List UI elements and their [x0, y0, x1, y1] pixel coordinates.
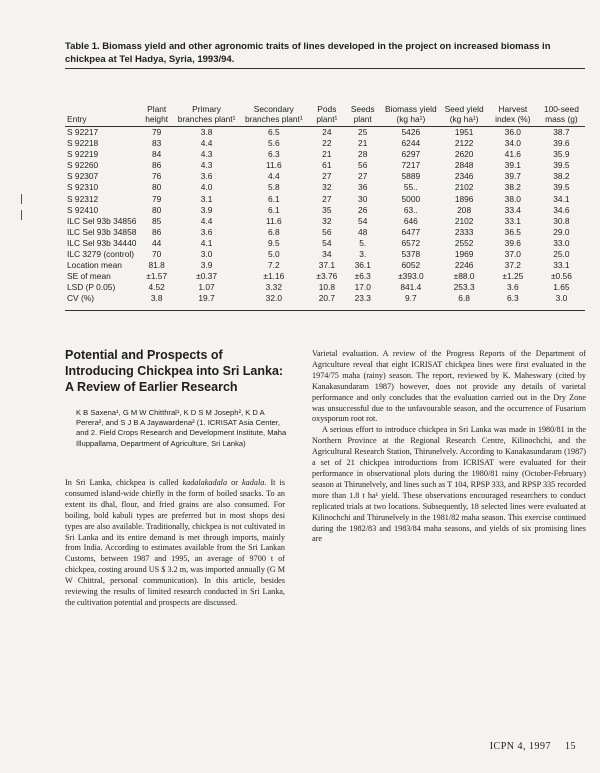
value-cell: 37.1 — [318, 260, 335, 271]
value-cell: 6.3 — [506, 293, 519, 304]
entry-cell: S 92217 — [67, 127, 99, 137]
value-cell: ±3.76 — [316, 271, 338, 282]
value-cell: 208 — [457, 204, 472, 215]
value-cell: 6.5 — [268, 127, 280, 137]
value-cell: 19.7 — [198, 293, 215, 304]
value-cell: ±1.25 — [502, 271, 524, 282]
table-row — [65, 149, 585, 160]
column-header: Biomass yield (kg ha¹) — [385, 104, 437, 124]
value-cell: 3. — [359, 249, 367, 260]
table-row — [65, 182, 585, 193]
value-cell: 3.1 — [200, 193, 213, 204]
biomass-table — [65, 84, 585, 305]
table-row — [65, 282, 585, 293]
value-cell: 5000 — [401, 193, 421, 204]
value-cell: 21 — [358, 138, 368, 149]
value-cell: 6.3 — [268, 149, 280, 160]
value-cell: 38.2 — [553, 171, 570, 182]
table-row — [65, 249, 585, 260]
value-cell: 25.0 — [553, 249, 570, 260]
journal-ref: ICPN 4, 1997 — [489, 741, 551, 752]
table-row — [65, 227, 585, 238]
table-row — [65, 216, 585, 227]
value-cell: 86 — [152, 226, 162, 237]
value-cell: 3.0 — [200, 249, 213, 260]
value-cell: 5.8 — [268, 182, 280, 193]
entry-cell: S 92312 — [67, 193, 99, 204]
table-row — [65, 271, 585, 282]
value-cell: 56 — [358, 160, 368, 171]
value-cell: ±1.16 — [263, 271, 285, 282]
value-cell: 17.0 — [354, 282, 371, 293]
value-cell: 4.1 — [200, 237, 213, 248]
margin-mark — [21, 210, 22, 220]
table-bottom-rule — [65, 310, 585, 311]
value-cell: 37.2 — [504, 260, 521, 271]
value-cell: 3.8 — [200, 127, 213, 137]
value-cell: 33.4 — [504, 204, 521, 215]
value-cell: 80 — [152, 182, 162, 193]
value-cell: 37.0 — [504, 249, 521, 260]
value-cell: 36 — [358, 182, 368, 193]
value-cell: 48 — [358, 226, 368, 237]
value-cell: 54 — [322, 237, 332, 248]
entry-cell: ILC 3279 (control) — [67, 249, 135, 260]
value-cell: 5. — [359, 237, 367, 248]
column-header: Seed yield (kg ha¹) — [444, 104, 484, 124]
value-cell: 39.5 — [553, 160, 570, 171]
value-cell: ±1.57 — [146, 271, 168, 282]
value-cell: 34.1 — [553, 193, 570, 204]
value-cell: 4.0 — [200, 182, 213, 193]
entry-cell: ILC Sel 93b 34440 — [67, 237, 137, 248]
value-cell: 1951 — [454, 127, 474, 137]
entry-cell: CV (%) — [67, 293, 94, 304]
entry-cell: S 92260 — [67, 160, 99, 171]
value-cell: 6.8 — [458, 293, 470, 304]
value-cell: 38.2 — [504, 182, 521, 193]
value-cell: 10.8 — [318, 282, 335, 293]
table-row — [65, 260, 585, 271]
value-cell: 4.4 — [200, 215, 213, 226]
entry-cell: ILC Sel 93b 34858 — [67, 226, 137, 237]
entry-cell: Location mean — [67, 260, 122, 271]
value-cell: 24 — [322, 127, 332, 137]
column-header: Secondary branches plant¹ — [244, 104, 303, 124]
value-cell: ±6.3 — [354, 271, 371, 282]
value-cell: ±88.0 — [453, 271, 475, 282]
value-cell: 80 — [152, 204, 162, 215]
value-cell: 30.8 — [553, 215, 570, 226]
value-cell: 5378 — [401, 249, 421, 260]
table-row — [65, 293, 585, 304]
value-cell: 1.07 — [198, 282, 215, 293]
value-cell: 28 — [358, 149, 368, 160]
value-cell: 34.6 — [553, 204, 570, 215]
value-cell: 29.0 — [553, 226, 570, 237]
value-cell: 5426 — [401, 127, 421, 137]
value-cell: 36.1 — [354, 260, 371, 271]
value-cell: 38.0 — [504, 193, 521, 204]
value-cell: 61 — [322, 160, 332, 171]
value-cell: 6297 — [401, 149, 421, 160]
value-cell: 3.0 — [555, 293, 568, 304]
value-cell: 39.6 — [504, 237, 521, 248]
value-cell: 30 — [358, 193, 368, 204]
value-cell: 20.7 — [318, 293, 335, 304]
value-cell: ±0.56 — [550, 271, 572, 282]
value-cell: 4.4 — [200, 138, 213, 149]
value-cell: 6572 — [401, 237, 421, 248]
table-row — [65, 238, 585, 249]
value-cell: 4.4 — [268, 171, 280, 182]
value-cell: ±0.37 — [196, 271, 217, 282]
value-cell: 3.8 — [150, 293, 163, 304]
value-cell: 7.2 — [268, 260, 280, 271]
value-cell: 79 — [152, 193, 162, 204]
table-row — [65, 194, 585, 205]
value-cell: 70 — [152, 249, 162, 260]
page-footer — [476, 741, 576, 752]
value-cell: 3.9 — [200, 260, 213, 271]
table-body — [65, 127, 585, 305]
column-header: Plant height — [145, 104, 169, 124]
column-header: Harvest index (%) — [495, 104, 531, 124]
value-cell: 26 — [358, 204, 368, 215]
value-cell: 9.5 — [268, 237, 280, 248]
varietal-paragraph: Varietal evaluation. A review of the Progress Reports of the Department of Agriculture reveal that eight ICRISAT chickpea lines were first evaluated in the 1974/75 maha (rainy) season. The report, reviewed by K. Maheswary (cited by Kanakasundaram 1987) however, does not provide any details of varietal performance and only concludes that the evaluation carried out in the Dry Zone was unsuccessful due to the unfavourable season, and the occurrence of Fusarium oxysporum root rot. — [312, 349, 586, 424]
value-cell: 1896 — [454, 193, 474, 204]
table-caption: Table 1. Biomass yield and other agronomic traits of lines developed in the project on increased biomass in chickpea at Tel Hadya, Syria, 1993/94. — [65, 41, 551, 65]
value-cell: 5889 — [401, 171, 421, 182]
value-cell: 6.1 — [268, 204, 280, 215]
article-title: Potential and Prospects of Introducing Chickpea into Sri Lanka: A Review of Earlier Research — [65, 348, 284, 394]
margin-mark — [21, 194, 22, 204]
page-number: 15 — [565, 741, 576, 752]
value-cell: 6.8 — [268, 226, 280, 237]
value-cell: 35 — [322, 204, 332, 215]
entry-cell: LSD (P 0.05) — [67, 282, 116, 293]
value-cell: 2552 — [454, 237, 474, 248]
table-row — [65, 160, 585, 171]
value-cell: 4.3 — [200, 149, 213, 160]
value-cell: 34.0 — [504, 138, 521, 149]
entry-cell: S 92410 — [67, 204, 99, 215]
value-cell: 39.6 — [553, 138, 570, 149]
value-cell: 86 — [152, 160, 162, 171]
entry-cell: S 92307 — [67, 171, 99, 182]
value-cell: 56 — [322, 226, 332, 237]
value-cell: 39.5 — [553, 182, 570, 193]
entry-cell: SE of mean — [67, 271, 111, 282]
value-cell: 11.6 — [265, 160, 282, 171]
table-row — [65, 205, 585, 216]
value-cell: 33.1 — [504, 215, 521, 226]
table-header-rule — [65, 126, 585, 127]
value-cell: 4.52 — [148, 282, 165, 293]
value-cell: 11.6 — [265, 215, 282, 226]
value-cell: 3.9 — [200, 204, 213, 215]
value-cell: 44 — [152, 237, 162, 248]
value-cell: 5.6 — [268, 138, 280, 149]
value-cell: 3.32 — [265, 282, 282, 293]
value-cell: 9.7 — [405, 293, 417, 304]
value-cell: 32.0 — [265, 293, 282, 304]
value-cell: 33.0 — [553, 237, 570, 248]
value-cell: 2102 — [454, 215, 474, 226]
value-cell: 22 — [322, 138, 332, 149]
value-cell: 35.9 — [553, 149, 570, 160]
entry-cell: ILC Sel 93b 34856 — [67, 215, 137, 226]
value-cell: 4.3 — [200, 160, 213, 171]
value-cell: 81.8 — [148, 260, 165, 271]
value-cell: 1969 — [454, 249, 474, 260]
entry-cell: S 92310 — [67, 182, 99, 193]
column-header: Seeds plant — [350, 104, 375, 124]
value-cell: 79 — [152, 127, 162, 137]
article-authors: K B Saxena¹, G M W Chitthral¹, K D S M Joseph², K D A Perera², and S J B A Jayawardena² (1. ICRISAT Asia Center, and 2. Field Crops Research and Development Institute, Maha Illuppallama, Department of Agriculture, Sri Lanka) — [76, 408, 287, 448]
column-header: Entry — [67, 113, 87, 124]
value-cell: 3.6 — [200, 171, 213, 182]
value-cell: 32 — [322, 182, 332, 193]
value-cell: 33.1 — [553, 260, 570, 271]
value-cell: 54 — [358, 215, 368, 226]
value-cell: 63.. — [403, 204, 418, 215]
value-cell: 2620 — [454, 149, 474, 160]
value-cell: 2848 — [454, 160, 474, 171]
value-cell: 6052 — [401, 260, 421, 271]
value-cell: 55.. — [403, 182, 418, 193]
value-cell: 76 — [152, 171, 162, 182]
value-cell: 7217 — [401, 160, 421, 171]
value-cell: 84 — [152, 149, 162, 160]
value-cell: 27 — [322, 171, 332, 182]
column-header: Primary branches plant¹ — [177, 104, 236, 124]
value-cell: 2102 — [454, 182, 474, 193]
column-header: Pods plant¹ — [316, 104, 338, 124]
table-top-rule — [65, 68, 585, 69]
entry-cell: S 92219 — [67, 149, 99, 160]
table-row — [65, 171, 585, 182]
value-cell: 6244 — [401, 138, 421, 149]
effort-paragraph: A serious effort to introduce chickpea in Sri Lanka was made in 1980/81 in the Northern Province at the Regional Research Centre, Kilinochchi, and the Agricultural Research Station, Thirunelvely. According to Kanakasundaram (1987) a set of 21 chickpea introductions from ICRISAT were evaluated for their performance in observational plots during the 1980/81 rainy (October-February) season at Thirunelvely, and lines such as T 104, RPSP 333, and RPSP 335 recorded more than 1.8 t ha¹ yield. These observations encouraged researchers to conduct replicated trials at two locations. Subsequently, 18 selected lines were evaluated at Kilinochchi and Thirunelvely in the 1981/82 maha season. This exercise continued during the 1982/83 and 1983/84 maha seasons, and yields of six promising lines are — [312, 425, 586, 544]
value-cell: 21 — [322, 149, 332, 160]
value-cell: 27 — [358, 171, 368, 182]
value-cell: 5.0 — [268, 249, 280, 260]
column-right — [312, 349, 586, 545]
value-cell: 1.65 — [553, 282, 570, 293]
value-cell: 6.1 — [268, 193, 280, 204]
value-cell: 2246 — [454, 260, 474, 271]
value-cell: ±393.0 — [398, 271, 424, 282]
value-cell: 41.6 — [504, 149, 521, 160]
column-left — [65, 478, 285, 609]
value-cell: 3.6 — [200, 226, 213, 237]
value-cell: 2122 — [454, 138, 474, 149]
value-cell: 23.3 — [354, 293, 371, 304]
value-cell: 2333 — [454, 226, 474, 237]
value-cell: 25 — [358, 127, 368, 137]
value-cell: 39.7 — [504, 171, 521, 182]
column-header: 100-seed mass (g) — [543, 104, 579, 124]
table-row — [65, 127, 585, 138]
value-cell: 38.7 — [553, 127, 570, 137]
intro-paragraph: In Sri Lanka, chickpea is called kadalakadala or kadala. It is consumed island-wide chiefly in the form of boiled snacks. To an extent its dhal, flour, and fried grains are also consumed. For boiling, bold kabuli types are preferred but in most shops desi types are also available. Traditionally, chickpea is not cultivated in Sri Lanka and its entire demand is met through imports, mainly from India. According to estimates available from the Sri Lankan Customs, between 1987 and 1995, an average of 9700 t of chickpea, costing around US $ 3.2 m, was imported annually (G M W Chittral, personal communication). In this article, besides reviewing the results of limited research conducted in Sri Lanka, the cultivation potential and prospects are discussed. — [65, 478, 285, 607]
table-header-row — [65, 84, 585, 127]
value-cell: 39.1 — [504, 160, 521, 171]
value-cell: 36.0 — [504, 127, 521, 137]
value-cell: 646 — [403, 215, 418, 226]
value-cell: 253.3 — [453, 282, 475, 293]
value-cell: 36.5 — [504, 226, 521, 237]
value-cell: 32 — [322, 215, 332, 226]
value-cell: 3.6 — [506, 282, 519, 293]
value-cell: 6477 — [401, 226, 421, 237]
value-cell: 2346 — [454, 171, 474, 182]
value-cell: 85 — [152, 215, 162, 226]
table-row — [65, 138, 585, 149]
entry-cell: S 92218 — [67, 138, 99, 149]
value-cell: 83 — [152, 138, 162, 149]
value-cell: 27 — [322, 193, 332, 204]
value-cell: 841.4 — [400, 282, 422, 293]
value-cell: 34 — [322, 249, 332, 260]
